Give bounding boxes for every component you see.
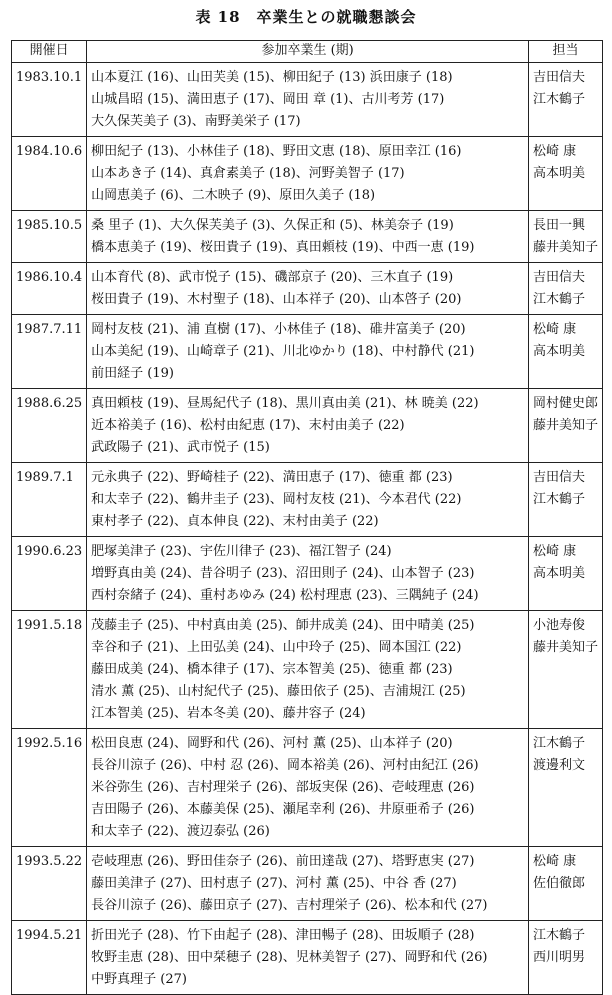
participants-cell [87, 847, 529, 921]
participants-line: 岡村友枝 (21)、浦 直樹 (17)、小林佳子 (18)、碓井富美子 (20) [91, 322, 466, 337]
meeting-date: 1983.10.1 [12, 63, 87, 137]
header-date: 開催日 [12, 41, 87, 63]
participants-line: 武政陽子 (21)、武市悦子 (15) [91, 440, 270, 455]
staff-name: 佐伯徹郎 [532, 876, 585, 891]
participants-line: 米谷弥生 (26)、吉村理栄子 (26)、部坂実保 (26)、壱岐理恵 (26) [91, 780, 475, 795]
staff-name: 高本明美 [532, 566, 585, 581]
staff-cell [528, 463, 602, 537]
participants-line: 増野真由美 (24)、昔谷明子 (23)、沼田則子 (24)、山本智子 (23) [91, 566, 475, 581]
participants-cell [87, 389, 529, 463]
participants-cell [87, 63, 529, 137]
staff-name: 松崎 康 [532, 544, 577, 559]
staff-name: 岡村健史郎 [532, 396, 598, 411]
participants-line: 山本あき子 (14)、真倉素美子 (18)、河野美智子 (17) [91, 166, 405, 181]
staff-name: 江木鶴子 [532, 292, 585, 307]
meeting-date: 1986.10.4 [12, 263, 87, 315]
staff-cell [528, 63, 602, 137]
meeting-date: 1993.5.22 [12, 847, 87, 921]
participants-line: 柳田紀子 (13)、小林佳子 (18)、野田文恵 (18)、原田幸江 (16) [91, 144, 462, 159]
participants-line: 藤田成美 (24)、橋本律子 (17)、宗本智美 (25)、徳重 都 (23) [91, 662, 453, 677]
staff-cell [528, 537, 602, 611]
staff-cell [528, 921, 602, 995]
participants-line: 山城昌昭 (15)、満田恵子 (17)、岡田 章 (1)、古川考芳 (17) [91, 92, 445, 107]
participants-line: 和太幸子 (22)、鶴井圭子 (23)、岡村友枝 (21)、今本君代 (22) [91, 492, 462, 507]
participants-line: 真田頼枝 (19)、昼馬紀代子 (18)、黒川真由美 (21)、林 暁美 (22) [91, 396, 479, 411]
participants-line: 中野真理子 (27) [91, 972, 187, 987]
participants-cell [87, 137, 529, 211]
participants-line: 山本夏江 (16)、山田芙美 (15)、柳田紀子 (13) 浜田康子 (18) [91, 70, 453, 85]
participants-cell [87, 463, 529, 537]
participants-line: 大久保芙美子 (3)、南野美栄子 (17) [91, 114, 301, 129]
participants-line: 西村奈緒子 (24)、重村あゆみ (24) 松村理恵 (23)、三隅純子 (24) [91, 588, 479, 603]
participants-cell [87, 921, 529, 995]
participants-line: 長谷川涼子 (26)、藤田京子 (27)、吉村理栄子 (26)、松本和代 (27) [91, 898, 488, 913]
staff-name: 吉田信夫 [532, 70, 585, 85]
meeting-date: 1990.6.23 [12, 537, 87, 611]
meeting-date: 1994.5.21 [12, 921, 87, 995]
staff-name: 長田一興 [532, 218, 585, 233]
staff-name: 藤井美知子 [532, 418, 598, 433]
staff-name: 西川明男 [532, 950, 585, 965]
participants-cell [87, 263, 529, 315]
staff-cell [528, 847, 602, 921]
staff-name: 松崎 康 [532, 854, 577, 869]
participants-line: 山岡恵美子 (6)、二木映子 (9)、原田久美子 (18) [91, 188, 376, 203]
staff-name: 江木鶴子 [532, 928, 585, 943]
staff-name: 吉田信夫 [532, 270, 585, 285]
staff-name: 松崎 康 [532, 322, 577, 337]
participants-line: 和太幸子 (22)、渡辺泰弘 (26) [91, 824, 270, 839]
participants-line: 藤田美津子 (27)、田村恵子 (27)、河村 薫 (25)、中谷 香 (27) [91, 876, 457, 891]
staff-cell [528, 729, 602, 847]
participants-line: 壱岐理恵 (26)、野田佳奈子 (26)、前田達哉 (27)、塔野恵実 (27) [91, 854, 475, 869]
table-row [12, 847, 603, 921]
participants-line: 東村孝子 (22)、貞本伸良 (22)、末村由美子 (22) [91, 514, 379, 529]
table-row [12, 729, 603, 847]
meeting-date: 1984.10.6 [12, 137, 87, 211]
meeting-date: 1987.7.11 [12, 315, 87, 389]
participants-cell [87, 611, 529, 729]
participants-line: 清水 薫 (25)、山村紀代子 (25)、藤田依子 (25)、吉浦規江 (25) [91, 684, 466, 699]
staff-cell [528, 137, 602, 211]
participants-line: 近本裕美子 (16)、松村由紀恵 (17)、末村由美子 (22) [91, 418, 405, 433]
staff-name: 吉田信夫 [532, 470, 585, 485]
participants-line: 前田経子 (19) [91, 366, 174, 381]
participants-line: 牧野圭恵 (28)、田中栞穂子 (28)、児林美智子 (27)、岡野和代 (26) [91, 950, 488, 965]
participants-line: 元永典子 (22)、野崎桂子 (22)、満田恵子 (17)、徳重 都 (23) [91, 470, 453, 485]
staff-cell [528, 389, 602, 463]
participants-line: 幸谷和子 (21)、上田弘美 (24)、山中玲子 (25)、岡本国江 (22) [91, 640, 462, 655]
table-title: 表 18 卒業生との就職懇談会 [195, 8, 417, 26]
table-row [12, 463, 603, 537]
participants-line: 桑 里子 (1)、大久保芙美子 (3)、久保正和 (5)、林美奈子 (19) [91, 218, 454, 233]
header-graduates: 参加卒業生 (期) [87, 41, 529, 63]
staff-name: 江木鶴子 [532, 492, 585, 507]
table-row [12, 63, 603, 137]
table-row [12, 611, 603, 729]
participants-line: 江本智美 (25)、岩本冬美 (20)、藤井容子 (24) [91, 706, 366, 721]
participants-line: 松田良恵 (24)、岡野和代 (26)、河村 薫 (25)、山本祥子 (20) [91, 736, 453, 751]
meeting-date: 1985.10.5 [12, 211, 87, 263]
staff-name: 江木鶴子 [532, 92, 585, 107]
participants-line: 山本育代 (8)、武市悦子 (15)、磯部京子 (20)、三木直子 (19) [91, 270, 454, 285]
meeting-date: 1988.6.25 [12, 389, 87, 463]
participants-line: 橋本恵美子 (19)、桜田貴子 (19)、真田頼枝 (19)、中西一恵 (19) [91, 240, 475, 255]
staff-cell [528, 315, 602, 389]
staff-name: 高本明美 [532, 166, 585, 181]
table-row [12, 389, 603, 463]
staff-name: 江木鶴子 [532, 736, 585, 751]
staff-name: 松崎 康 [532, 144, 577, 159]
table-row [12, 537, 603, 611]
header-row [12, 41, 603, 63]
table-row [12, 211, 603, 263]
header-staff: 担当 [528, 41, 602, 63]
table-row [12, 137, 603, 211]
participants-line: 吉田陽子 (26)、本藤美保 (25)、瀬尾幸利 (26)、井原亜希子 (26) [91, 802, 475, 817]
participants-line: 山本美紀 (19)、山崎章子 (21)、川北ゆかり (18)、中村静代 (21) [91, 344, 475, 359]
participants-line: 折田光子 (28)、竹下由起子 (28)、津田暢子 (28)、田坂順子 (28) [91, 928, 475, 943]
meeting-date: 1992.5.16 [12, 729, 87, 847]
staff-name: 藤井美知子 [532, 640, 598, 655]
participants-cell [87, 537, 529, 611]
staff-name: 小池寿俊 [532, 618, 585, 633]
participants-line: 肥塚美津子 (23)、宇佐川律子 (23)、福江智子 (24) [91, 544, 392, 559]
participants-line: 茂藤圭子 (25)、中村真由美 (25)、師井成美 (24)、田中晴美 (25) [91, 618, 475, 633]
career-meeting-table [11, 40, 603, 995]
participants-line: 長谷川涼子 (26)、中村 忍 (26)、岡本裕美 (26)、河村由紀江 (26) [91, 758, 479, 773]
table-row [12, 263, 603, 315]
table-row [12, 921, 603, 995]
meeting-date: 1991.5.18 [12, 611, 87, 729]
staff-name: 渡邊利文 [532, 758, 585, 773]
table-row [12, 315, 603, 389]
participants-cell [87, 315, 529, 389]
staff-cell [528, 263, 602, 315]
staff-cell [528, 611, 602, 729]
participants-line: 桜田貴子 (19)、木村聖子 (18)、山本祥子 (20)、山本啓子 (20) [91, 292, 462, 307]
participants-cell [87, 729, 529, 847]
staff-cell [528, 211, 602, 263]
meeting-date: 1989.7.1 [12, 463, 87, 537]
staff-name: 藤井美知子 [532, 240, 598, 255]
staff-name: 高本明美 [532, 344, 585, 359]
participants-cell [87, 211, 529, 263]
